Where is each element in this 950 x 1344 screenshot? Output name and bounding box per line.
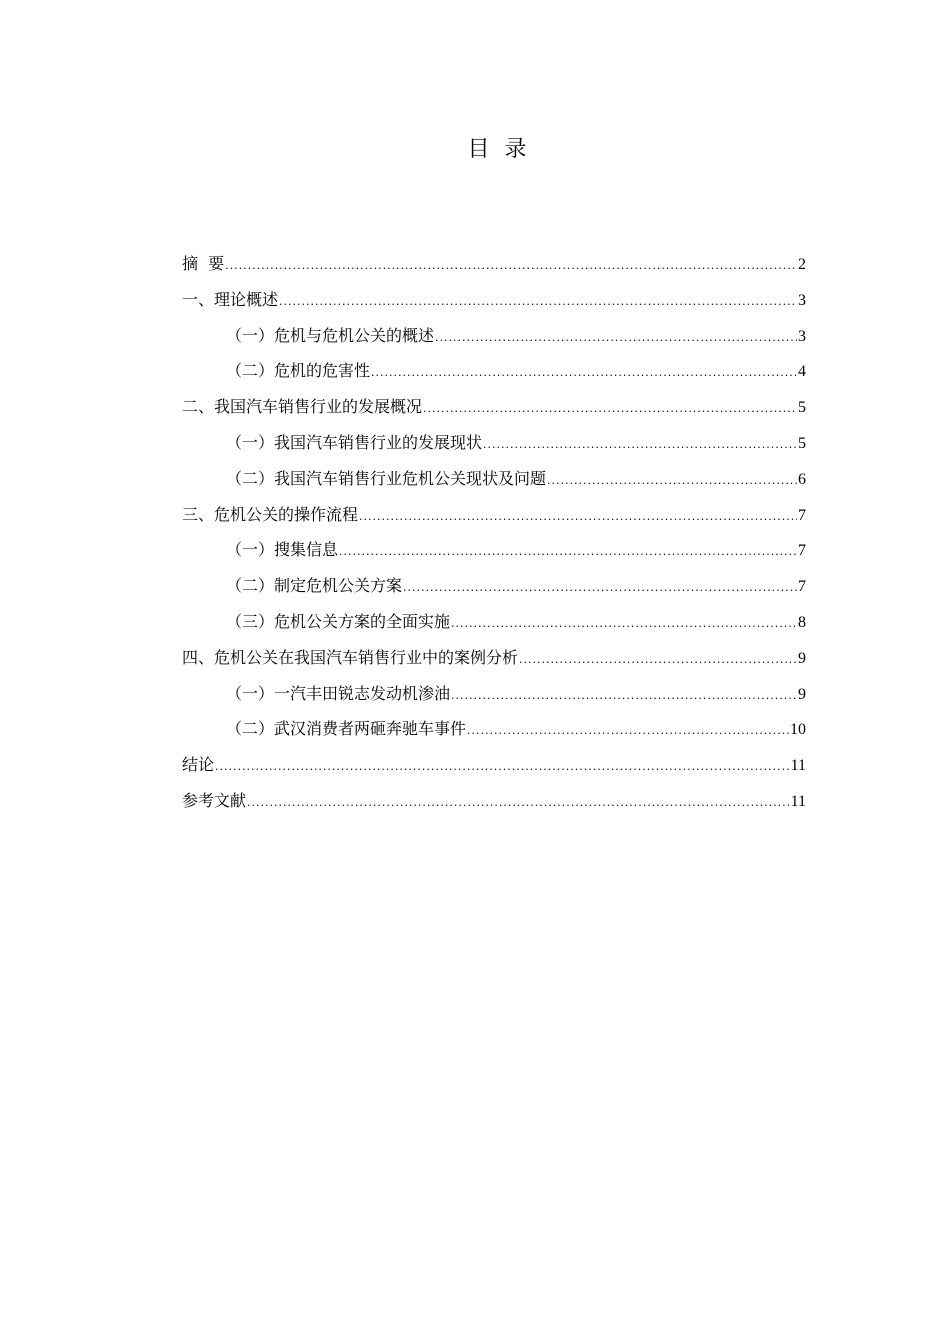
toc-title: 目 录 [467,137,531,162]
toc-entry[interactable] [182,568,806,604]
toc-page-number: 3 [798,327,806,345]
toc-page-number: 4 [798,363,806,381]
toc-entry[interactable] [182,318,806,354]
toc-page-number: 7 [798,578,806,596]
toc-page-number: 5 [798,434,806,452]
toc-entry-label: （二）我国汽车销售行业危机公关现状及问题 [226,468,547,488]
toc-entry[interactable] [182,353,806,389]
toc-page-number: 7 [798,542,806,560]
toc-page-number: 5 [798,399,806,417]
toc-entry-label: （三）危机公关方案的全面实施 [226,611,451,631]
toc-dot-leader [547,463,797,499]
toc-entry-label: 四、危机公关在我国汽车销售行业中的案例分析 [182,647,519,667]
toc-dot-leader [435,320,797,356]
toc-dot-leader [451,606,797,642]
toc-entry[interactable] [182,676,806,712]
toc-page-number: 9 [798,649,806,667]
toc-entry-label: 二、我国汽车销售行业的发展概况 [182,397,423,417]
toc-entry[interactable] [182,461,806,497]
toc-dot-leader [247,785,790,821]
toc-dot-leader [467,713,789,749]
toc-entry-label: （二）制定危机公关方案 [226,576,403,596]
toc-entry[interactable] [182,532,806,568]
toc-entry-label: （二）武汉消费者两砸奔驰车事件 [226,719,467,739]
toc-entry-label: 结论 [182,755,215,775]
toc-page-number: 10 [790,721,806,739]
toc-entry[interactable] [182,640,806,676]
toc-entry[interactable] [182,389,806,425]
toc-entry[interactable] [182,604,806,640]
toc-entry-label: （二）危机的危害性 [226,361,371,381]
toc-dot-leader [403,570,797,606]
toc-entry[interactable] [182,747,806,783]
toc-page-number: 11 [790,792,806,810]
toc-dot-leader [359,499,797,535]
toc-page-number: 3 [798,291,806,309]
toc-entry-label: （一）搜集信息 [226,540,339,560]
toc-entry-label: 一、理论概述 [182,289,279,309]
toc-entry-label: （一）危机与危机公关的概述 [226,325,435,345]
toc-entry[interactable] [182,425,806,461]
toc-page-number: 8 [798,613,806,631]
toc-entry[interactable] [182,711,806,747]
toc-dot-leader [423,391,797,427]
toc-dot-leader [225,248,797,284]
toc-dot-leader [371,355,797,391]
toc-entry[interactable] [182,497,806,533]
toc-entry-label: 参考文献 [182,790,247,810]
toc-dot-leader [279,284,797,320]
toc-entry-label: 三、危机公关的操作流程 [182,504,359,524]
toc-page-number: 11 [790,757,806,775]
toc-dot-leader [339,534,797,570]
toc-list [182,246,806,819]
toc-entry-label: （一）一汽丰田锐志发动机渗油 [226,683,451,703]
toc-entry-label: （一）我国汽车销售行业的发展现状 [226,432,483,452]
toc-dot-leader [483,427,797,463]
toc-entry[interactable] [182,783,806,819]
toc-page-number: 7 [798,506,806,524]
toc-dot-leader [519,642,797,678]
toc-dot-leader [451,678,797,714]
toc-entry[interactable] [182,246,806,282]
toc-page-number: 6 [798,470,806,488]
toc-entry-label: 摘 要 [182,254,225,273]
toc-page-number: 9 [798,685,806,703]
toc-entry[interactable] [182,282,806,318]
toc-dot-leader [215,749,790,785]
toc-page-number: 2 [798,256,806,273]
